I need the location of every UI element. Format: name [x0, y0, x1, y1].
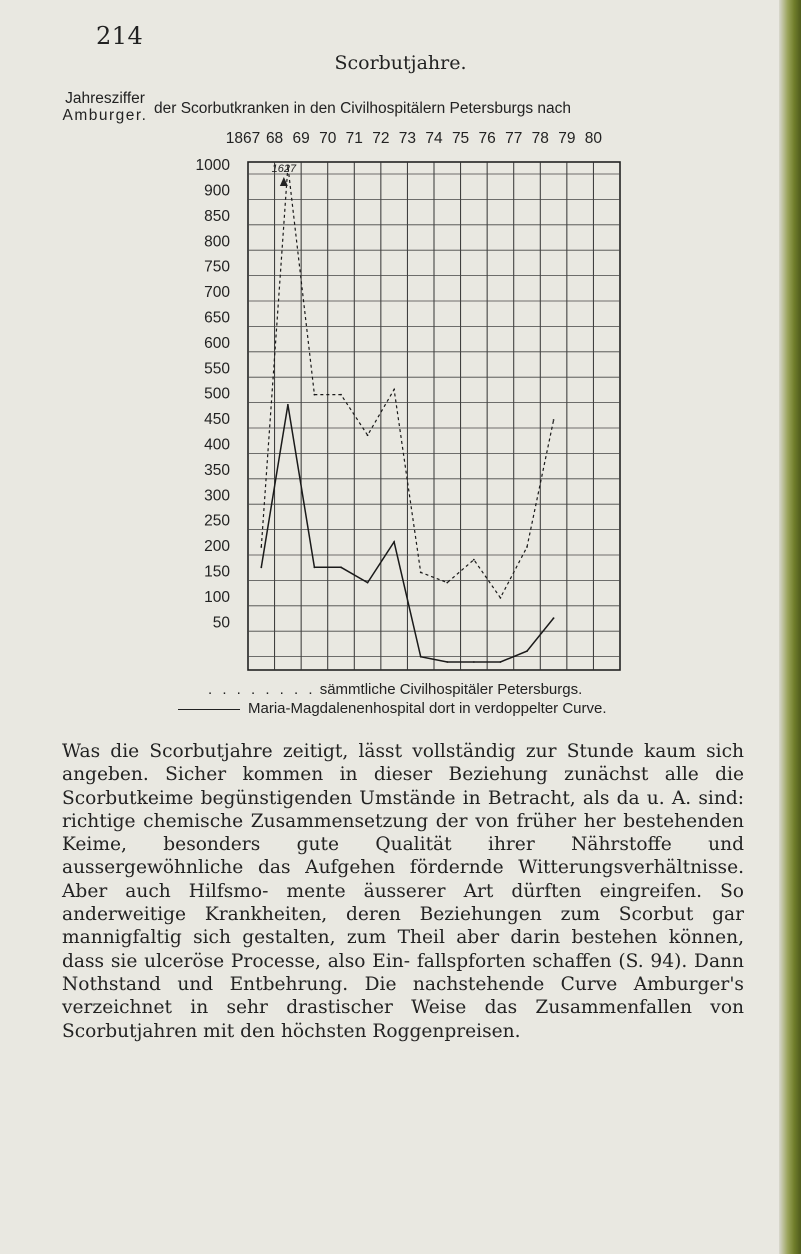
legend-dotted: . . . . . . . . sämmtliche Civilhospitäler Petersburgs.	[208, 681, 583, 698]
y-tick-label: 350	[204, 461, 230, 479]
y-tick-label: 50	[212, 614, 230, 632]
x-tick-label: 70	[319, 130, 337, 147]
y-tick-label: 250	[204, 512, 230, 530]
text-line: Theil aber darin bestehen können, dass sie ulceröse Processe, also Ein-	[62, 927, 745, 972]
y-tick-label: 650	[204, 309, 230, 327]
data-point	[367, 434, 369, 436]
x-axis-labels	[226, 130, 603, 147]
y-tick-label: 150	[204, 563, 230, 581]
y-tick-label: 900	[204, 182, 230, 200]
x-tick-label: 78	[531, 130, 549, 147]
data-point	[526, 546, 528, 548]
x-tick-label: 74	[425, 130, 443, 147]
x-tick-label: 77	[505, 130, 523, 147]
y-tick-label: 450	[204, 411, 230, 429]
text-line: Was die Scorbutjahre zeitigt, lässt vollständig zur Stunde kaum	[62, 741, 696, 762]
data-point	[500, 597, 502, 599]
y-tick-label: 300	[204, 487, 230, 505]
data-point	[393, 541, 395, 543]
text-line: deren Beziehungen zum Scorbut gar mannigfaltig sich gestalten, zum	[62, 904, 744, 949]
text-line: Scorbutkeime begünstigenden Umstände in Betracht, als da u. A. sind:	[62, 787, 744, 809]
text-line: Keime, besonders gute Qualität ihrer Nährstoffe und aussergewöhnliche	[62, 834, 744, 879]
peak-label: 1627	[271, 163, 297, 175]
caption-top: Jahresziffer	[65, 90, 145, 107]
legend-dotted-text: sämmtliche Civilhospitäler Petersburgs.	[319, 681, 583, 698]
legend-solid-text: Maria-Magdalenenhospital dort in verdoppelter Curve.	[248, 700, 607, 717]
legend-solid	[208, 699, 607, 718]
data-point	[340, 566, 342, 568]
data-point	[420, 656, 422, 658]
x-tick-label: 73	[398, 130, 417, 147]
text-line: richtige chemische Zusammensetzung der von früher her bestehenden	[62, 810, 744, 832]
y-tick-label: 500	[204, 385, 230, 403]
y-tick-label: 850	[204, 207, 230, 225]
y-axis-labels	[196, 157, 231, 631]
text-line: mente äusserer Art dürften eingreifen. So anderweitige Krankheiten,	[62, 880, 745, 926]
chart-grid	[248, 162, 620, 670]
caption-rest: der Scorbutkranken in den Civilhospitälern Petersburgs nach	[154, 100, 572, 117]
y-tick-label: 400	[204, 436, 230, 454]
y-tick-label: 550	[204, 360, 230, 378]
text-line: das Zusammenfallen von Scorbutjahren mit den höchsten Roggenpreisen.	[62, 997, 744, 1042]
x-tick-label: 80	[584, 130, 603, 147]
data-point	[473, 559, 475, 561]
running-head: Scorbutjahre.	[334, 52, 467, 74]
data-point	[553, 617, 555, 619]
y-tick-label: 1000	[195, 157, 230, 175]
x-tick-label: 68	[265, 130, 284, 147]
paragraph	[62, 740, 744, 1043]
y-tick-label: 100	[204, 588, 230, 606]
x-tick-label: 71	[345, 130, 363, 147]
x-tick-label: 75	[451, 130, 470, 147]
data-point	[420, 572, 422, 574]
text-line: nachstehende Curve Amburger's verzeichnet in sehr drastischer Weise	[62, 973, 744, 1019]
x-tick-label: 79	[558, 130, 576, 147]
text-line: das Aufgehen fördernde Witterungsverhältnisse. Aber auch Hilfsmo-	[62, 857, 744, 902]
y-tick-label: 700	[204, 284, 230, 302]
data-point	[287, 404, 289, 406]
y-tick-label: 600	[204, 334, 230, 352]
data-point	[393, 389, 395, 391]
page-number: 214	[96, 22, 144, 50]
peak-annotation	[272, 163, 297, 186]
text-line: sich angeben. Sicher kommen in dieser Beziehung zunächst alle die	[62, 741, 744, 786]
y-tick-label: 200	[204, 538, 230, 556]
data-point	[314, 394, 316, 396]
book-spine-edge	[779, 0, 801, 1254]
x-tick-label: 72	[372, 130, 390, 147]
x-tick-label: 76	[478, 130, 496, 147]
figure-legend	[208, 680, 607, 718]
x-tick-label: 69	[292, 130, 310, 147]
x-tick-label: 1867	[225, 130, 261, 147]
text-line: fallspforten schaffen (S. 94). Dann Nothstand und Entbehrung. Die	[62, 950, 744, 995]
caption-name: Amburger.	[62, 107, 148, 124]
data-point	[367, 582, 369, 584]
legend-solid-sample	[178, 709, 240, 710]
data-point	[446, 661, 448, 663]
y-tick-label: 750	[204, 258, 230, 276]
data-point	[446, 582, 448, 584]
data-point	[526, 650, 528, 652]
data-point	[553, 419, 555, 421]
data-point	[260, 566, 262, 568]
data-point	[260, 546, 262, 548]
y-tick-label: 800	[204, 233, 230, 251]
data-point	[473, 661, 475, 663]
data-point	[314, 566, 316, 568]
data-point	[340, 394, 342, 396]
data-point	[500, 661, 502, 663]
body-paragraph	[62, 740, 744, 1043]
